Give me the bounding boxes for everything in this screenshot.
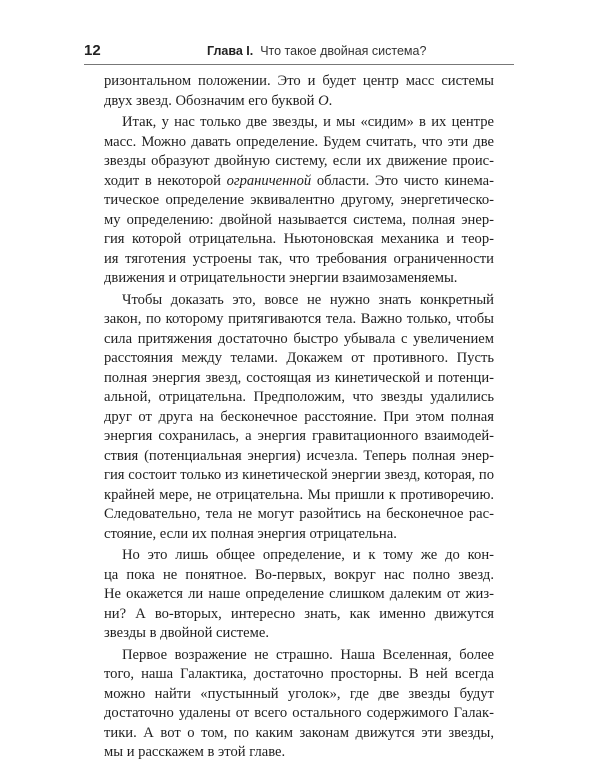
chapter-label: Глава I. [207, 44, 254, 58]
text-line: звезды образуют двойную систему, если их движение проис- [104, 153, 494, 169]
text-line: гия состоит только из кинетической энергии звезд, которая, по [104, 467, 494, 483]
chapter-title: Что такое двойная система? [260, 44, 427, 58]
text-line: расстояния между телами. Докажем от противного. Пусть [104, 350, 494, 366]
text-line: ходит в некоторой ограниченной области. Это чисто кинема- [104, 172, 494, 189]
text-line: движения и отрицательности энергии взаимозаменяемы. [104, 270, 458, 286]
text-line: ца пока не понятное. Во-первых, вокруг нас полно звезд. [104, 566, 494, 583]
text-line: Итак, у нас только две звезды, и мы «сидим» в их центре [122, 114, 494, 130]
text-line: звезды в двойной системе. [104, 625, 270, 641]
text-line: альной, отрицательна. Предположим, что звезды удалились [104, 389, 494, 405]
text-line: того, наша Галактика, достаточно просторны. В ней всегда [104, 666, 494, 682]
text-line: стояние, если их полная энергия отрицательна. [104, 525, 397, 542]
text-line: можно найти «пустынный уголок», где две звезды будут [104, 685, 494, 702]
text-line: ни? А во-вторых, интересно знать, как именно движутся [104, 605, 494, 622]
text-line: Чтобы доказать это, вовсе не нужно знать конкретный [122, 291, 494, 308]
text-line: тическое определение эквивалентно другому, энергетическо- [104, 192, 494, 208]
page-number: 12 [84, 42, 101, 59]
text-line: мы и расскажем в этой главе. [104, 744, 286, 760]
text-line: ствия (потенциальная энергия) исчезла. Теперь полная энер- [104, 447, 494, 464]
text-line: друг от друга на бесконечное расстояние. При этом полная [104, 408, 494, 425]
text-body [104, 72, 494, 763]
text-line: гия которой отрицательна. Ньютоновская механика и теор- [104, 231, 494, 247]
text-line: ия тяготения устроены так, что требования ограниченности [104, 250, 494, 267]
text-line: Первое возражение не страшно. Наша Вселенная, более [122, 646, 494, 663]
text-line: энергия сохранилась, а энергия гравитационного взаимодей- [104, 428, 494, 444]
text-line: крайней мере, не отрицательна. Мы пришли к противоречию. [104, 486, 494, 503]
text-line: Но это лишь общее определение, и к тому же до кон- [122, 547, 494, 563]
text-line: ризонтальном положении. Это и будет центр масс системы [104, 73, 494, 89]
text-line: закон, по которому притягиваются тела. Важно только, чтобы [104, 311, 494, 327]
text-line: тики. А вот о том, по каким законам движутся эти звезды, [104, 724, 494, 741]
text-line: Не окажется ли наше определение слишком далеким от жиз- [104, 586, 494, 602]
page-header [84, 42, 514, 65]
text-line: достаточно удалены от всего остального содержимого Галак- [104, 705, 494, 721]
text-line: полная энергия звезд, состоящая из кинетической и потенци- [104, 369, 494, 386]
text-line: му определению: двойной называется система, полная энер- [104, 211, 494, 228]
text-line: двух звезд. Обозначим его буквой O. [104, 92, 333, 109]
text-line: Следовательно, тела не могут разойтись на бесконечное рас- [104, 506, 494, 522]
text-line: масс. Можно давать определение. Будем считать, что эти две [104, 133, 494, 150]
text-line: сила притяжения достаточно быстро убывала с увеличением [104, 330, 494, 347]
running-head [207, 44, 426, 58]
